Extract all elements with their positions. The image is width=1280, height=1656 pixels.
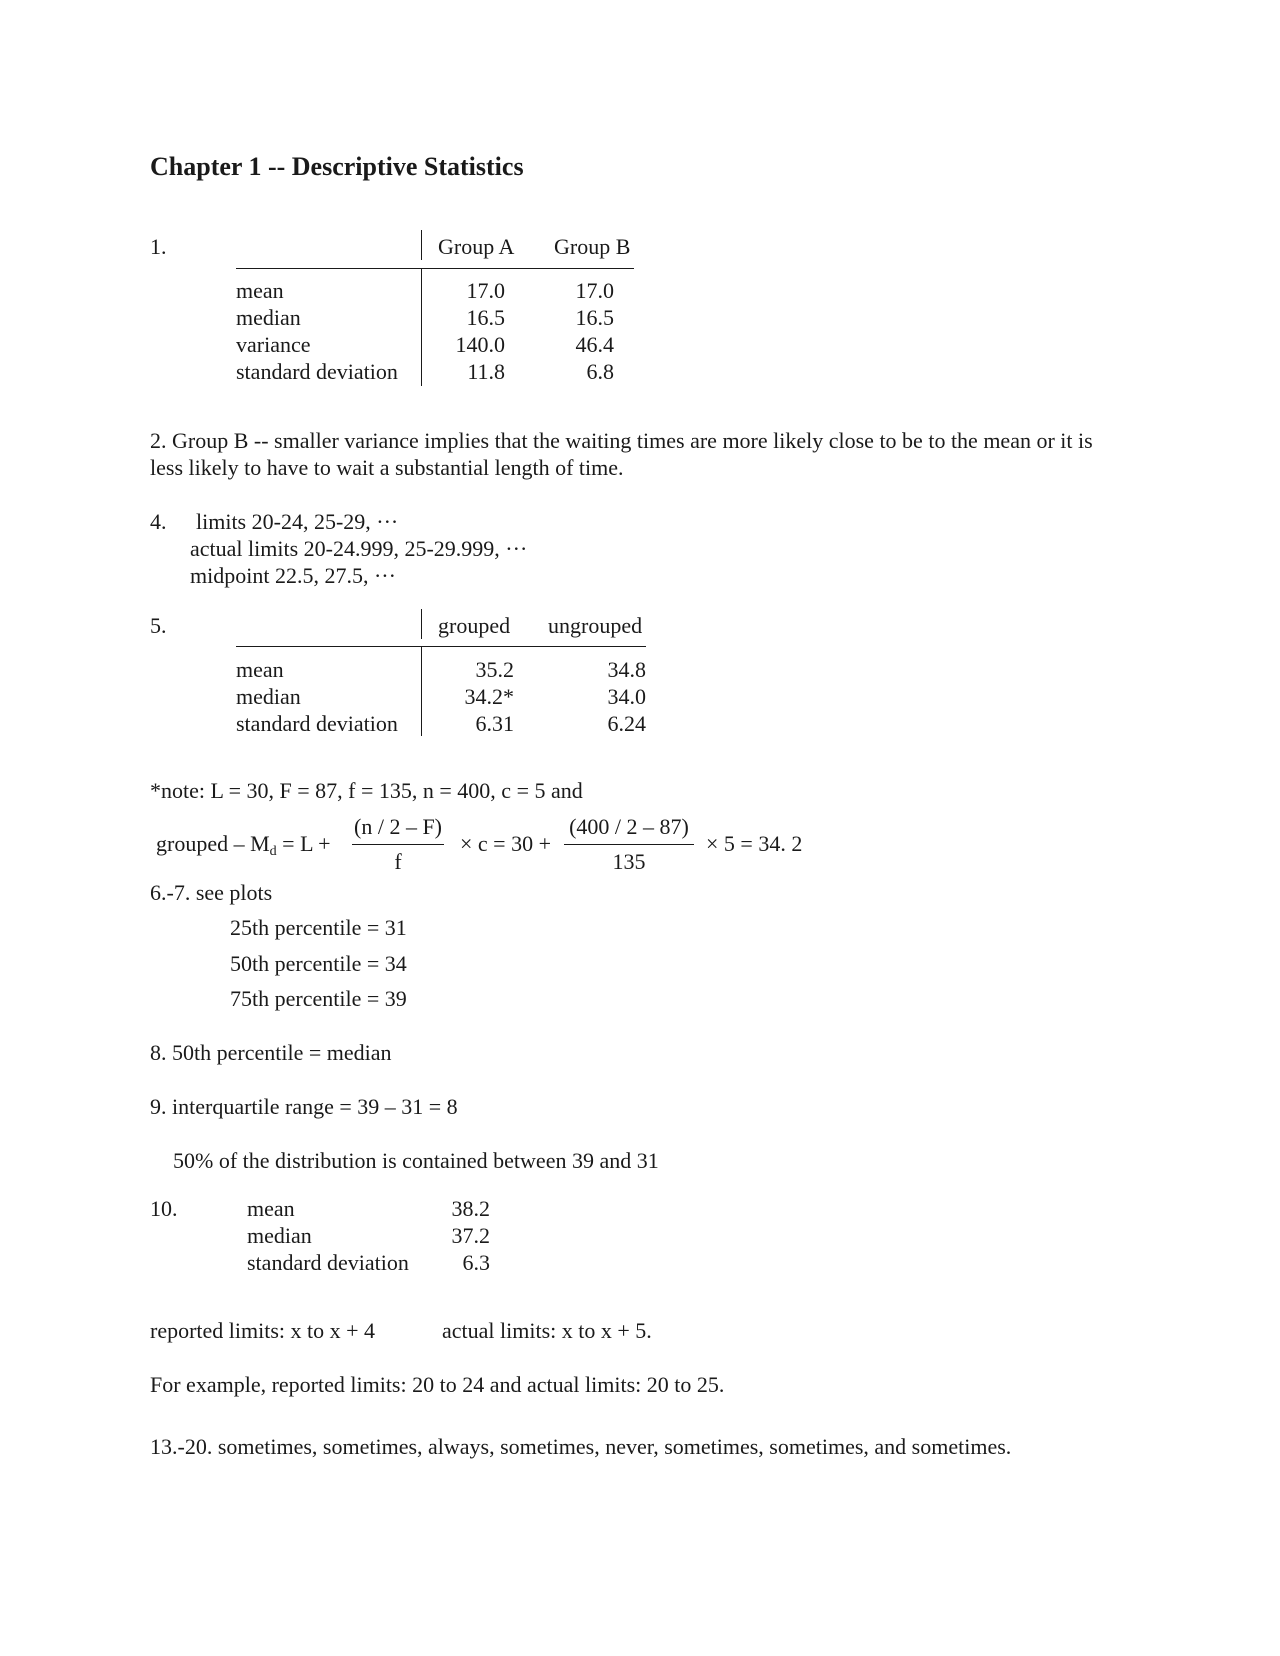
q4-line: limits 20-24, 25-29, ··· bbox=[196, 509, 399, 534]
percentile-25: 25th percentile = 31 bbox=[230, 915, 407, 940]
formula-mid: × c = 30 + bbox=[460, 831, 551, 856]
q1-body-divider bbox=[421, 268, 422, 386]
formula-fraction-2 bbox=[564, 816, 694, 873]
q1-row-label: median bbox=[236, 305, 301, 330]
q4-number: 4. bbox=[150, 509, 167, 534]
q1-header-group-a: Group A bbox=[438, 234, 515, 259]
q5-row-label: median bbox=[236, 684, 301, 709]
q5-value-ungrouped: 34.0 bbox=[607, 684, 646, 709]
q1-value-a: 140.0 bbox=[455, 332, 505, 357]
q1-header-divider bbox=[421, 230, 422, 260]
q1-value-b: 6.8 bbox=[586, 359, 614, 384]
q10-value: 37.2 bbox=[451, 1223, 490, 1248]
q10-row-label: median bbox=[247, 1223, 312, 1248]
formula-equals-l: = L + bbox=[276, 831, 331, 856]
q5-value-grouped: 34.2* bbox=[464, 684, 514, 709]
q10-row-label: standard deviation bbox=[247, 1250, 409, 1275]
q1-value-a: 17.0 bbox=[466, 278, 505, 303]
formula-result: × 5 = 34. 2 bbox=[706, 831, 803, 856]
formula-fraction-1 bbox=[352, 816, 444, 873]
q5-header-grouped: grouped bbox=[438, 613, 511, 638]
q4-line: midpoint 22.5, 27.5, ··· bbox=[190, 563, 396, 588]
formula-fraction-2-denominator: 135 bbox=[564, 844, 694, 873]
q5-row-label: standard deviation bbox=[236, 711, 398, 736]
q5-body-divider bbox=[421, 646, 422, 736]
q1-value-b: 17.0 bbox=[575, 278, 614, 303]
percentile-50: 50th percentile = 34 bbox=[230, 951, 407, 976]
q5-value-grouped: 6.31 bbox=[475, 711, 514, 736]
q5-header-ungrouped: ungrouped bbox=[548, 613, 643, 638]
q9-answer: 9. interquartile range = 39 – 31 = 8 bbox=[150, 1094, 458, 1119]
q10-row-label: mean bbox=[247, 1196, 295, 1221]
q1-value-b: 16.5 bbox=[575, 305, 614, 330]
note-line: *note: L = 30, F = 87, f = 135, n = 400, c = 5 and bbox=[150, 778, 583, 803]
q1-number: 1. bbox=[150, 234, 167, 259]
q1-header-rule bbox=[236, 268, 634, 269]
formula-md: grouped – M bbox=[156, 831, 270, 856]
page-title: Chapter 1 -- Descriptive Statistics bbox=[150, 152, 524, 181]
q4-line: actual limits 20-24.999, 25-29.999, ··· bbox=[190, 536, 528, 561]
percentile-75: 75th percentile = 39 bbox=[230, 986, 407, 1011]
q5-value-ungrouped: 6.24 bbox=[607, 711, 646, 736]
formula-md-subscript: d bbox=[269, 844, 277, 859]
q5-number: 5. bbox=[150, 613, 167, 638]
q2-answer: 2. Group B -- smaller variance implies that the waiting times are more likely close to be to the mean or it is less likely to have to wait a substantial length of time. bbox=[150, 428, 1093, 480]
formula-prefix bbox=[156, 833, 331, 859]
q5-value-ungrouped: 34.8 bbox=[607, 657, 646, 682]
formula-fraction-1-numerator: (n / 2 – F) bbox=[354, 814, 442, 839]
q8-answer: 8. 50th percentile = median bbox=[150, 1040, 392, 1065]
q5-header-divider bbox=[421, 609, 422, 639]
q9-note: 50% of the distribution is contained between 39 and 31 bbox=[173, 1148, 659, 1173]
q10-value: 6.3 bbox=[462, 1250, 490, 1275]
limits-example: For example, reported limits: 20 to 24 and actual limits: 20 to 25. bbox=[150, 1372, 725, 1397]
q1-row-label: mean bbox=[236, 278, 284, 303]
q1-value-a: 16.5 bbox=[466, 305, 505, 330]
reported-limits: reported limits: x to x + 4 bbox=[150, 1318, 376, 1343]
q10-number: 10. bbox=[150, 1196, 178, 1221]
q1-value-a: 11.8 bbox=[467, 359, 505, 384]
q1-row-label: variance bbox=[236, 332, 311, 357]
q1-header-group-b: Group B bbox=[554, 234, 631, 259]
q67-title: 6.-7. see plots bbox=[150, 880, 273, 905]
q5-row-label: mean bbox=[236, 657, 284, 682]
formula-fraction-2-numerator: (400 / 2 – 87) bbox=[569, 814, 689, 839]
q5-value-grouped: 35.2 bbox=[475, 657, 514, 682]
q1-value-b: 46.4 bbox=[575, 332, 614, 357]
q1-row-label: standard deviation bbox=[236, 359, 398, 384]
formula-fraction-1-denominator: f bbox=[352, 844, 444, 873]
q13-20-answer: 13.-20. sometimes, sometimes, always, sometimes, never, sometimes, sometimes, and sometimes. bbox=[150, 1434, 1012, 1459]
actual-limits: actual limits: x to x + 5. bbox=[442, 1318, 652, 1343]
q10-value: 38.2 bbox=[451, 1196, 490, 1221]
q5-header-rule bbox=[236, 646, 646, 647]
